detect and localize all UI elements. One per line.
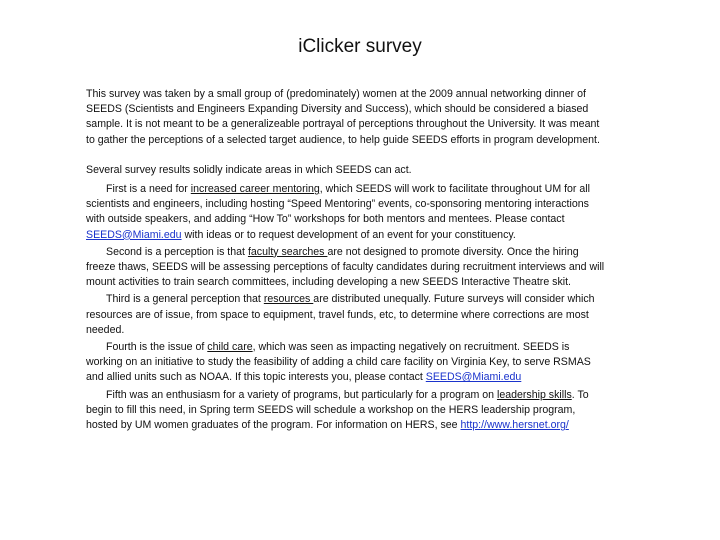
- finding-4-topic: child care: [207, 341, 253, 354]
- finding-4-text-2: , which was seen as impacting negatively on recruitment. SEEDS is working on an initiative to study the feasibility of adding a child care facility on Virginia Key, to serve RSMAS and allied units such as NOAA. If this topic interests you, please contact: [86, 341, 591, 384]
- finding-2-topic: faculty searches: [247, 245, 328, 258]
- slide-title: iClicker survey: [298, 36, 422, 57]
- seeds-email-link[interactable]: SEEDS@Miami.edu: [86, 228, 182, 241]
- hers-website-link[interactable]: http://www.hersnet.org/: [460, 419, 569, 432]
- finding-1-topic: increased career mentoring: [190, 183, 320, 196]
- finding-4-text: Fourth is the issue of: [106, 341, 208, 354]
- finding-1-text-2: , which SEEDS will work to facilitate throughout UM for all scientists and engineers, including hosting “Speed Mentoring” events, co-sponsoring mentoring interactions with outside speakers, and adding “How To” workshops for both mentors and mentees. Please contact: [86, 183, 590, 226]
- finding-5-topic: leadership skills: [496, 388, 572, 401]
- slide-body: [86, 87, 608, 435]
- finding-3-topic: resources: [263, 293, 314, 306]
- finding-5: [86, 388, 608, 434]
- finding-5-text-2: . To begin to fill this need, in Spring term SEEDS will schedule a workshop on the HERS leadership program, hosted by UM women graduates of the program. For information on HERS, see: [86, 388, 589, 432]
- finding-2-text-2: are not designed to promote diversity. Once the hiring freeze thaws, SEEDS will be assessing perceptions of faculty candidates during recruitment interviews and will mount activities to train search committees, including developing a new SEEDS Interactive Theatre skit.: [86, 245, 605, 289]
- finding-2-text: Second is a perception is that: [106, 245, 248, 258]
- finding-3: [86, 292, 608, 338]
- finding-1-text: First is a need for: [106, 183, 191, 196]
- finding-3-text-2: are distributed unequally. Future surveys will consider which resources are of issue, from space to equipment, travel funds, etc, to determine where corrections are most needed.: [86, 293, 595, 336]
- finding-3-text: Third is a general perception that: [106, 293, 264, 306]
- seeds-email-link-2[interactable]: SEEDS@Miami.edu: [425, 371, 522, 384]
- finding-1: [86, 182, 608, 243]
- intro-paragraph: This survey was taken by a small group of (predominately) women at the 2009 annual networking dinner of SEEDS (Scientists and Engineers Expanding Diversity and Success), which should be considered a biased sample. It is not meant to be a generalizeable portrayal of perceptions throughout the University. It was meant to gather the perceptions of a selected target audience, to help guide SEEDS efforts in program development.: [86, 88, 600, 146]
- finding-4: [86, 340, 608, 386]
- finding-1-text-3: with ideas or to request development of an event for your constituency.: [181, 228, 516, 241]
- finding-5-text: Fifth was an enthusiasm for a variety of programs, but particularly for a program on: [106, 388, 497, 401]
- finding-2: [86, 245, 608, 291]
- lead-sentence: Several survey results solidly indicate areas in which SEEDS can act.: [86, 163, 412, 176]
